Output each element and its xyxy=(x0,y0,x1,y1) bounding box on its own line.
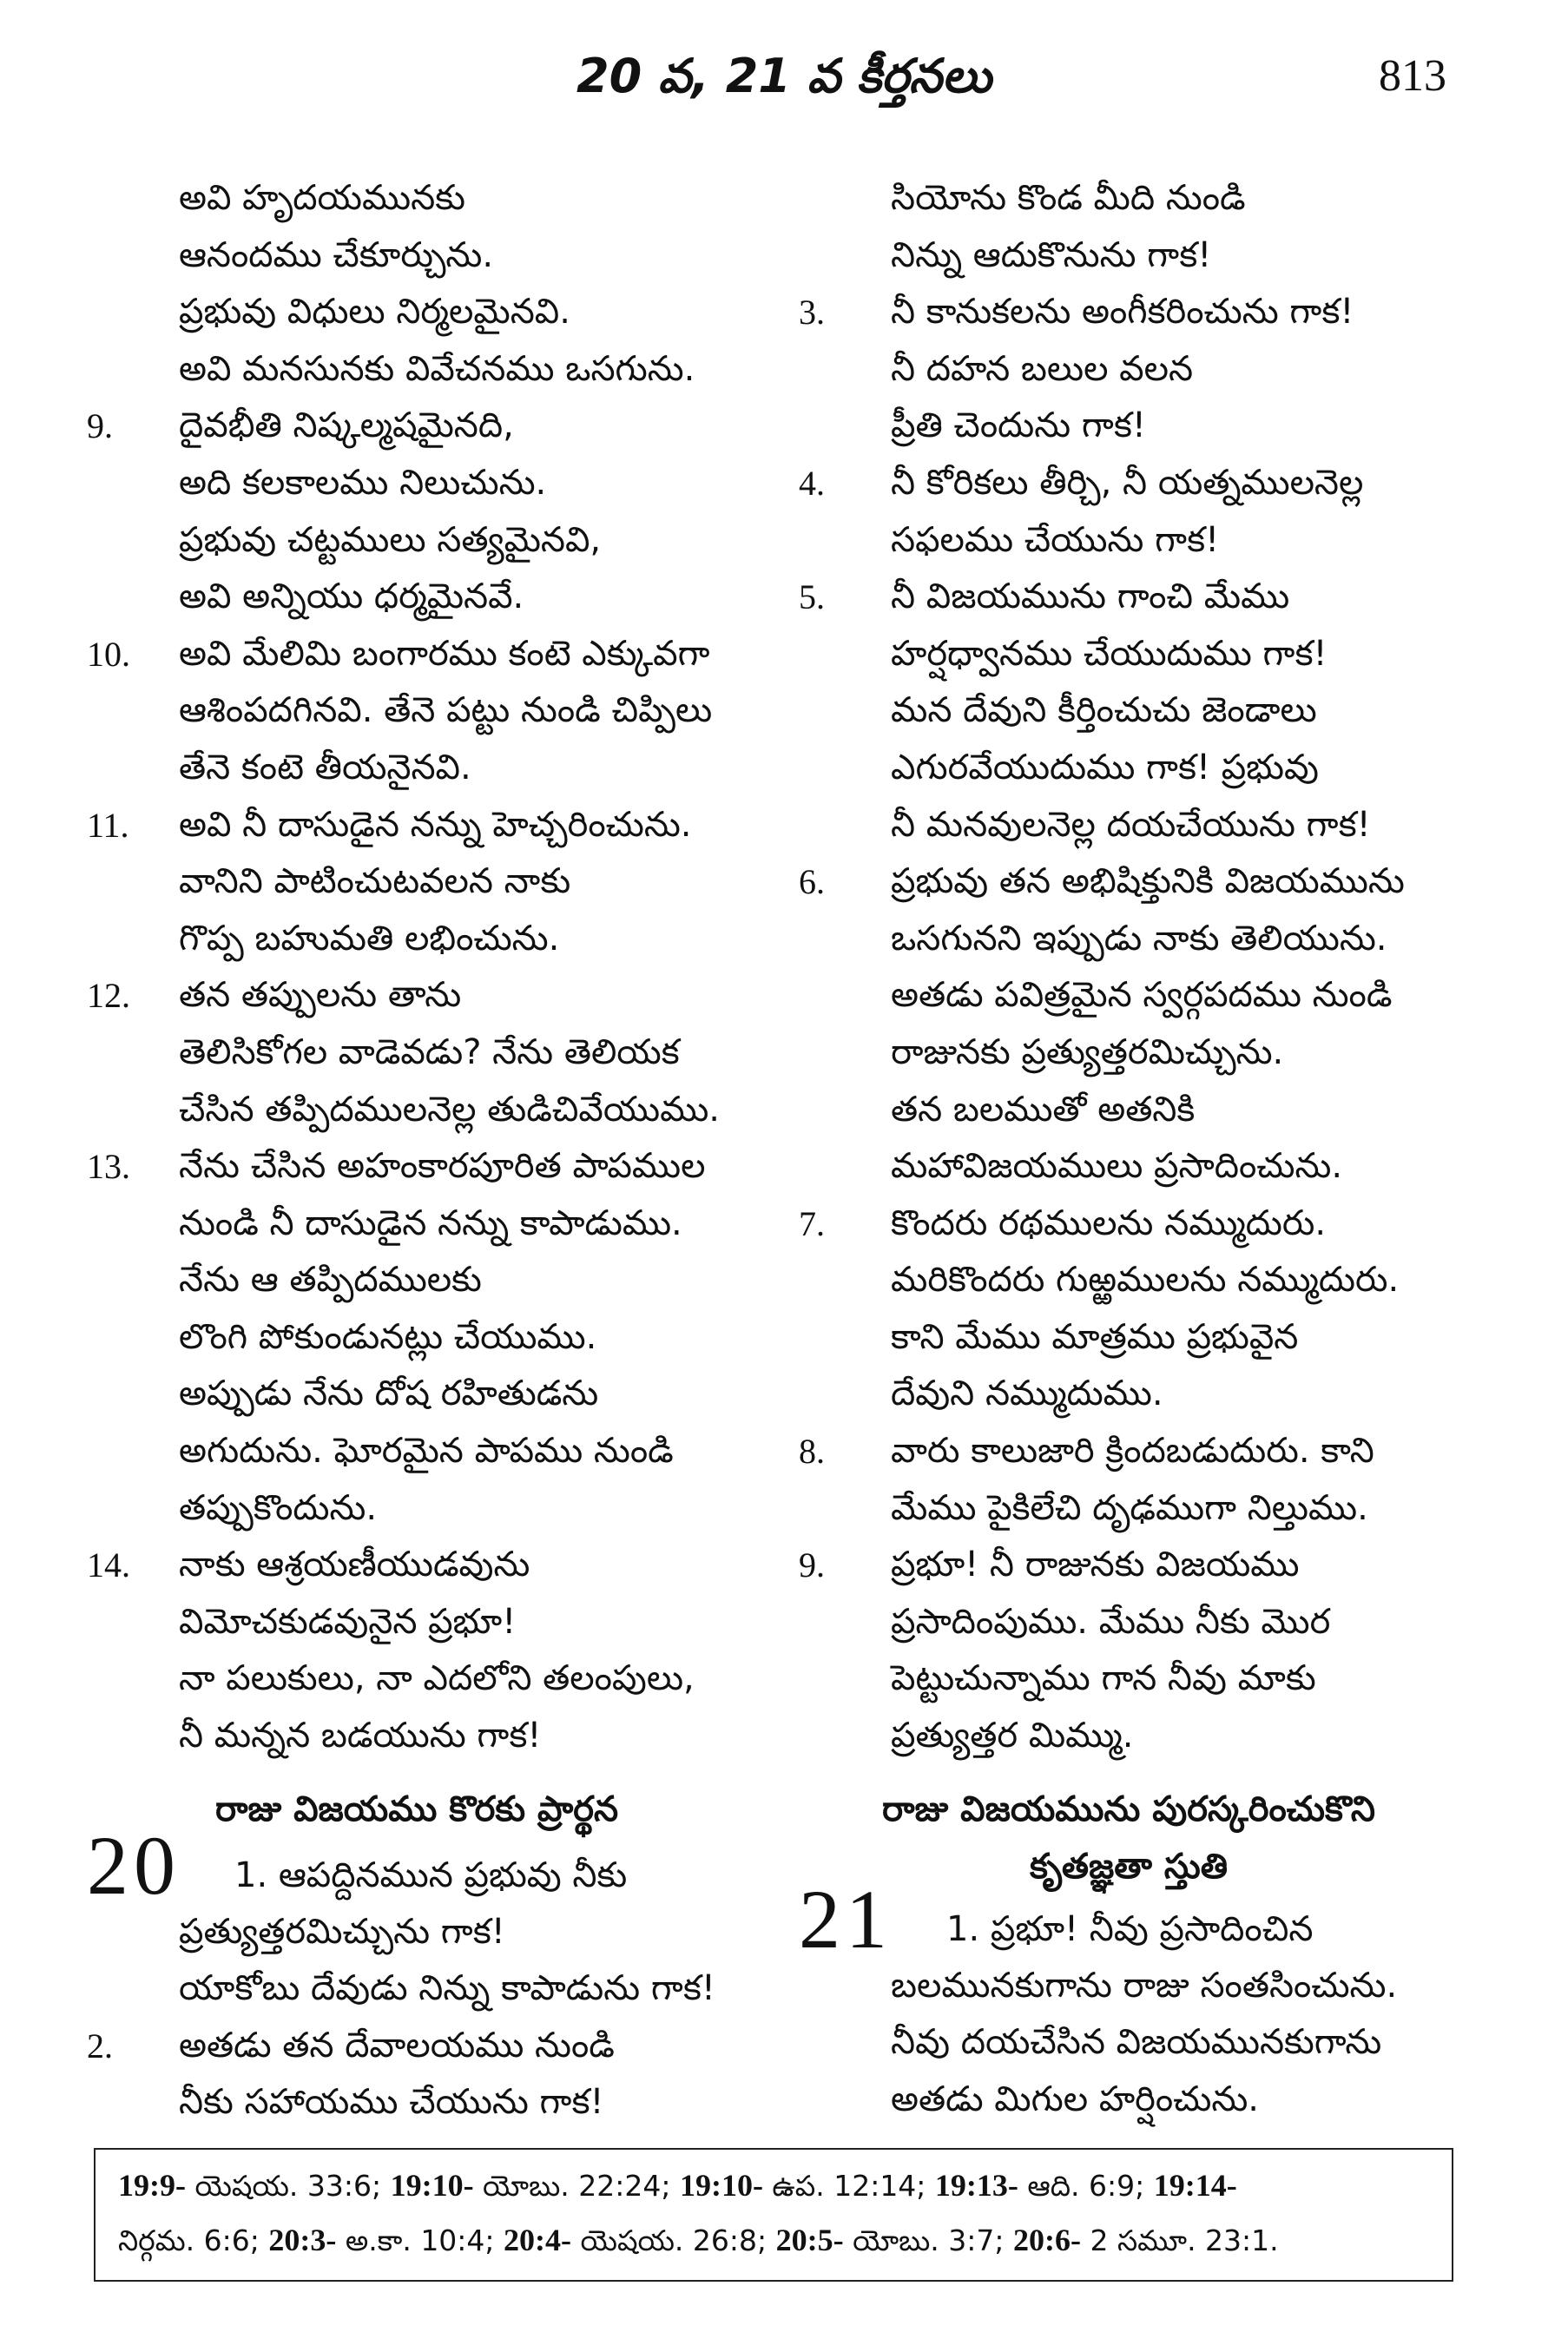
verse-number: 3. xyxy=(799,293,825,333)
verse-line xyxy=(87,227,747,285)
verse-text: నీ విజయమును గాంచి మేము xyxy=(891,576,1290,617)
reference-key: 19:10- xyxy=(390,2168,474,2203)
verse-line xyxy=(799,2072,1459,2129)
verse-text: సఫలము చేయును గాక! xyxy=(891,519,1220,560)
verse-number: 11. xyxy=(87,805,129,845)
verse-text: నేను ఆ తప్పిదములకు xyxy=(179,1260,482,1301)
verse-line xyxy=(799,1024,1459,1082)
verse-line xyxy=(87,740,747,797)
reference-text: యెషయ. 33:6; xyxy=(185,2169,391,2203)
verse-line xyxy=(799,1366,1459,1423)
verse-text: గొప్ప బహుమతి లభించును. xyxy=(179,918,560,959)
verse-text: అతడు మిగుల హర్షించును. xyxy=(891,2079,1260,2119)
verse-text: చేసిన తప్పిదములనెల్ల తుడిచివేయుము. xyxy=(179,1089,721,1130)
verse-text: లొంగి పోకుండునట్లు చేయుము. xyxy=(179,1316,597,1357)
verse-number: 6. xyxy=(799,862,825,902)
verse-text: ప్రీతి చెందును గాక! xyxy=(891,405,1146,446)
verse-line xyxy=(799,1082,1459,1139)
psalm-20-number: 20 xyxy=(87,1818,181,1912)
verse-line xyxy=(799,1480,1459,1538)
verse-line xyxy=(799,740,1459,797)
verse-line xyxy=(87,170,747,227)
verse-line xyxy=(87,569,747,626)
verse-text: దేవుని నమ్ముదుము. xyxy=(891,1374,1163,1414)
verse-line xyxy=(799,626,1459,683)
reference-text: యెషయ. 26:8; xyxy=(571,2224,776,2257)
reference-text: యోబు. 3:7; xyxy=(843,2224,1013,2257)
psalm-21-number: 21 xyxy=(799,1872,893,1966)
verse-text: తప్పుకొందును. xyxy=(179,1487,378,1528)
verse-line xyxy=(87,1024,747,1082)
verse-number: 2. xyxy=(87,2026,113,2065)
reference-text: నిర్గమ. 6:6; xyxy=(118,2224,269,2257)
verse-text: ప్రసాదింపుము. మేము నీకు మొర xyxy=(891,1601,1331,1642)
verse-line xyxy=(799,853,1459,911)
verse-text: ప్రభువు విధులు నిర్మలమైనవి. xyxy=(179,292,570,333)
verse-line xyxy=(87,1960,747,2018)
verse-text: నీవు దయచేసిన విజయమునకుగాను xyxy=(891,2022,1382,2063)
page-number: 813 xyxy=(1379,51,1446,101)
verse-line xyxy=(87,967,747,1024)
verse-text: అతడు తన దేవాలయము నుండి xyxy=(179,2025,615,2065)
verse-number: 5. xyxy=(799,577,825,617)
reference-key: 19:10- xyxy=(679,2168,763,2203)
verse-text: అగుదును. ఘోరమైన పాపము నుండి xyxy=(179,1431,674,1472)
page-header-title: 20 వ, 21 వ కీర్తనలు xyxy=(576,49,992,103)
verse-line xyxy=(87,682,747,740)
verse-text: దైవభీతి నిష్కల్మషమైనది, xyxy=(179,405,514,446)
psalm-20-heading: రాజు విజయము కొరకు ప్రార్థన xyxy=(214,1789,619,1829)
reference-key: 20:3- xyxy=(268,2223,337,2257)
verse-line xyxy=(87,1196,747,1253)
verse-text: నీ కానుకలను అంగీకరించును గాక! xyxy=(891,292,1354,333)
verse-line xyxy=(87,1366,747,1423)
psalm-20-lines xyxy=(87,1904,747,2131)
verse-line xyxy=(799,512,1459,570)
reference-text: ఉప. 12:14; xyxy=(762,2169,935,2203)
verse-text: వానిని పాటించుటవలన నాకు xyxy=(179,861,571,902)
verse-line xyxy=(799,967,1459,1024)
verse-text: నీ దహన బలుల వలన xyxy=(891,348,1194,389)
verse-text: నీ కోరికలు తీర్చి, నీ యత్నములనెల్ల xyxy=(891,462,1364,503)
cross-references-line-2 xyxy=(118,2213,1429,2268)
verse-text: అవి మేలిమి బంగారము కంటె ఎక్కువగా xyxy=(179,633,710,674)
verse-text: తన బలముతో అతనికి xyxy=(891,1089,1196,1130)
verse-line xyxy=(87,1537,747,1594)
cross-references-line-1 xyxy=(118,2158,1429,2213)
verse-line xyxy=(87,341,747,399)
verse-text: మన దేవుని కీర్తించుచు జెండాలు xyxy=(891,690,1317,731)
psalm-21-start xyxy=(799,1872,1459,1966)
reference-key: 19:9- xyxy=(118,2168,186,2203)
verse-line xyxy=(87,2074,747,2131)
verse-text: అవి నీ దాసుడైన నన్ను హెచ్చరించును. xyxy=(179,804,692,845)
verse-text: ప్రభువు తన అభిషిక్తునికి విజయమును xyxy=(891,861,1405,902)
verse-text: ఆశింపదగినవి. తేనె పట్టు నుండి చిప్పిలు xyxy=(179,690,713,731)
verse-text: ఎగురవేయుదుము గాక! ప్రభువు xyxy=(891,747,1319,787)
verse-line xyxy=(799,797,1459,854)
verse-text: తేనె కంటె తీయనైనవి. xyxy=(179,747,471,787)
verse-line xyxy=(87,797,747,854)
verse-text: అది కలకాలము నిలుచును. xyxy=(179,462,547,503)
verse-text: మహావిజయములు ప్రసాదించును. xyxy=(891,1146,1343,1187)
verse-line xyxy=(799,227,1459,285)
verse-text: విమోచకుడవునైన ప్రభూ! xyxy=(179,1601,517,1642)
reference-key: 19:14- xyxy=(1153,2168,1237,2203)
verse-line xyxy=(87,853,747,911)
verse-line xyxy=(87,1082,747,1139)
verse-line xyxy=(87,1138,747,1196)
verse-line xyxy=(799,341,1459,399)
right-verse-lines xyxy=(799,170,1459,1765)
psalm-21-lines xyxy=(799,1958,1459,2129)
verse-text: నాకు ఆశ్రయణీయుడవును xyxy=(179,1545,530,1585)
verse-line xyxy=(87,1594,747,1651)
psalm-21-verse-1: 1. ప్రభూ! నీవు ప్రసాదించిన xyxy=(946,1908,1314,1949)
verse-line xyxy=(799,1594,1459,1651)
verse-line xyxy=(799,682,1459,740)
verse-text: నేను చేసిన అహంకారపూరిత పాపముల xyxy=(179,1146,706,1187)
verse-text: తెలిసికోగల వాడెవడు? నేను తెలియక xyxy=(179,1031,680,1072)
reference-key: 20:6- xyxy=(1012,2223,1081,2257)
verse-text: యాకోబు దేవుడు నిన్ను కాపాడును గాక! xyxy=(179,1968,715,2009)
verse-line xyxy=(799,1309,1459,1367)
verse-line xyxy=(799,1423,1459,1480)
verse-number: 12. xyxy=(87,976,130,1016)
verse-number: 13. xyxy=(87,1147,130,1187)
verse-line xyxy=(87,1309,747,1367)
psalm-20-verse-1: 1. ఆపద్దినమున ప్రభువు నీకు xyxy=(234,1855,628,1895)
verse-line xyxy=(87,398,747,455)
verse-text: తన తప్పులను తాను xyxy=(179,975,462,1016)
verse-line xyxy=(87,1423,747,1480)
verse-line xyxy=(87,1904,747,1961)
verse-line xyxy=(799,455,1459,512)
reference-key: 20:5- xyxy=(775,2223,844,2257)
verse-number: 14. xyxy=(87,1545,130,1585)
verse-line xyxy=(799,1196,1459,1253)
reference-text: అ.కా. 10:4; xyxy=(336,2224,504,2257)
verse-text: అప్పుడు నేను దోష రహితుడను xyxy=(179,1374,599,1414)
verse-text: కాని మేము మాత్రము ప్రభువైన xyxy=(891,1316,1299,1357)
verse-text: అవి అన్నియు ధర్మమైనవే. xyxy=(179,576,524,617)
verse-text: ఆనందము చేకూర్చును. xyxy=(179,234,494,275)
right-column xyxy=(799,170,1459,2128)
verse-text: మరికొందరు గుఱ్ఱములను నమ్ముదురు. xyxy=(891,1260,1400,1301)
verse-text: నీ మనవులనెల్ల దయచేయును గాక! xyxy=(891,804,1371,845)
cross-references-box xyxy=(94,2148,1453,2282)
reference-key: 20:4- xyxy=(504,2223,572,2257)
verse-number: 7. xyxy=(799,1203,825,1243)
verse-number: 8. xyxy=(799,1432,825,1472)
psalm-21-heading-line-2: కృతజ్ఞతా స్తుతి xyxy=(1029,1846,1229,1887)
verse-text: అతడు పవిత్రమైన స్వర్గపదము నుండి xyxy=(891,975,1393,1016)
verse-line xyxy=(87,512,747,570)
reference-key: 19:13- xyxy=(934,2168,1018,2203)
verse-line xyxy=(799,1958,1459,2015)
verse-text: పెట్టుచున్నాము గాన నీవు మాకు xyxy=(891,1658,1316,1699)
verse-text: ప్రత్యుత్తరమిచ్చును గాక! xyxy=(179,1911,505,1952)
verse-text: ప్రభువు చట్టములు సత్యమైనవి, xyxy=(179,519,602,560)
verse-text: అవి మనసునకు వివేచనము ఒసగును. xyxy=(179,348,695,389)
verse-line xyxy=(799,911,1459,968)
verse-line xyxy=(87,626,747,683)
verse-text: ఒసగునని ఇప్పుడు నాకు తెలియును. xyxy=(891,918,1387,959)
verse-line xyxy=(87,1650,747,1708)
left-verse-lines xyxy=(87,170,747,1765)
verse-line xyxy=(799,398,1459,455)
verse-line xyxy=(87,1708,747,1765)
verse-line xyxy=(799,569,1459,626)
reference-text: 2 సమూ. 23:1. xyxy=(1080,2224,1279,2257)
verse-line xyxy=(87,2018,747,2075)
left-column xyxy=(87,170,747,2131)
verse-text: కొందరు రథములను నమ్ముదురు. xyxy=(891,1202,1327,1243)
verse-text: ప్రభూ! నీ రాజునకు విజయము xyxy=(891,1545,1300,1585)
verse-line xyxy=(799,2014,1459,2072)
verse-text: హర్షధ్వానము చేయుదుము గాక! xyxy=(891,633,1328,674)
verse-line xyxy=(799,1252,1459,1309)
verse-number: 10. xyxy=(87,634,130,674)
verse-line xyxy=(799,170,1459,227)
verse-line xyxy=(87,911,747,968)
reference-text: ఆది. 6:9; xyxy=(1018,2169,1154,2203)
verse-line xyxy=(87,455,747,512)
verse-text: నీ మన్నన బడయును గాక! xyxy=(179,1716,542,1756)
verse-text: అవి హృదయమునకు xyxy=(179,178,465,218)
verse-number: 4. xyxy=(799,463,825,503)
verse-number: 9. xyxy=(799,1545,825,1585)
psalm-21-heading-line-1: రాజు విజయమును పురస్కరించుకొని xyxy=(882,1789,1375,1829)
verse-text: నా పలుకులు, నా ఎదలోని తలంపులు, xyxy=(179,1658,695,1699)
verse-line xyxy=(799,284,1459,341)
verse-text: బలమునకుగాను రాజు సంతసించును. xyxy=(891,1965,1398,2006)
verse-line xyxy=(87,1252,747,1309)
verse-text: నిన్ను ఆదుకొనును గాక! xyxy=(891,234,1212,275)
verse-line xyxy=(799,1138,1459,1196)
verse-text: మేము పైకిలేచి దృఢముగా నిల్తుము. xyxy=(891,1487,1368,1528)
psalm-20-start xyxy=(87,1818,747,1912)
verse-line xyxy=(799,1650,1459,1708)
verse-text: వారు కాలుజారి క్రిందబడుదురు. కాని xyxy=(891,1431,1374,1472)
verse-line xyxy=(799,1708,1459,1765)
verse-text: నుండి నీ దాసుడైన నన్ను కాపాడుము. xyxy=(179,1202,682,1243)
verse-text: సియోను కొండ మీది నుండి xyxy=(891,178,1246,218)
verse-text: నీకు సహాయము చేయును గాక! xyxy=(179,2082,604,2123)
reference-text: యోబు. 22:24; xyxy=(473,2169,680,2203)
verse-line xyxy=(87,1480,747,1538)
verse-line xyxy=(87,284,747,341)
verse-line xyxy=(799,1537,1459,1594)
verse-text: ప్రత్యుత్తర మిమ్ము. xyxy=(891,1716,1134,1756)
verse-number: 9. xyxy=(87,406,113,446)
verse-text: రాజునకు ప్రత్యుత్తరమిచ్చును. xyxy=(891,1031,1284,1072)
